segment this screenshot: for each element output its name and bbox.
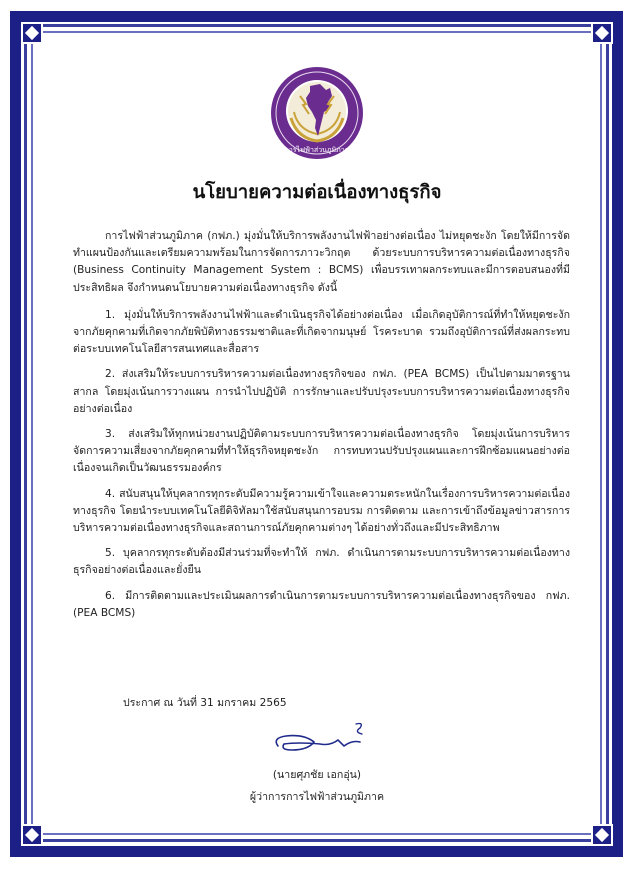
policy-item-3: 3. ส่งเสริมให้ทุกหน่วยงานปฏิบัติตามระบบการบริหารความต่อเนื่องทางธุรกิจ โดยมุ่งเน้นการบริหารจัดการความเสี่ยงจากภัยคุกคามที่ทำให้ธุรกิจหยุดชะงัก การทบทวนปรับปรุงแผนและการฝึกซ้อมแผนอย่างต่อเนื่องจนเกิดเป็นวัฒนธรรมองค์กร [73,428,570,475]
document-title: นโยบายความต่อเนื่องทางธุรกิจ [192,182,442,203]
logo-text: การไฟฟ้าส่วนภูมิภาค [284,146,350,154]
signer-name: (นายศุภชัย เอกอุ่น) [272,769,362,781]
policy-item-4: 4. สนับสนุนให้บุคลากรทุกระดับมีความรู้ความเข้าใจและความตระหนักในเรื่องการบริหารความต่อเนื่องทางธุรกิจ โดยนำระบบเทคโนโลยีดิจิทัลมาใช้สนับสนุนการอบรม การติดตาม และการเข้าถึงข้อมูลข่าวสารการบริหารความต่อเนื่องทางธุรกิจและสถานการณ์ภัยคุกคามต่างๆ ได้อย่างทั่วถึงและมีประสิทธิภาพ [73,487,570,535]
announcement-date: ประกาศ ณ วันที่ 31 มกราคม 2565 [123,697,287,709]
policy-item-2: 2. ส่งเสริมให้ระบบการบริหารความต่อเนื่องทางธุรกิจของ กฟภ. (PEA BCMS) เป็นไปตามมาตรฐานสากล โดยมุ่งเน้นการวางแผน การนำไปปฏิบัติ การรักษาและปรับปรุงระบบการบริหารความต่อเนื่องทางธุรกิจอย่างต่อเนื่อง [73,368,570,415]
corner-ornament-top-left [21,22,43,44]
corner-ornament-bottom-left [21,824,43,846]
intro-paragraph: การไฟฟ้าส่วนภูมิภาค (กฟภ.) มุ่งมั่นให้บริการพลังงานไฟฟ้าอย่างต่อเนื่อง ไม่หยุดชะงัก โดยให้มีการจัดทำแผนป้องกันและเตรียมความพร้อมในการจัดการภาวะวิกฤต ด้วยระบบการบริหารความต่อเนื่องทางธุรกิจ (Business Continuity Management System : BCMS) เพื่อบรรเทาผลกระทบและมีการตอบสนองที่มีประสิทธิผล จึงกำหนดนโยบายความต่อเนื่องทางธุรกิจ ดังนี้ [73,230,570,294]
signer-title: ผู้ว่าการการไฟฟ้าส่วนภูมิภาค [249,791,385,803]
handwritten-signature [268,716,378,762]
pea-logo-seal [270,66,364,160]
document-body [73,228,570,630]
policy-item-1: 1. มุ่งมั่นให้บริการพลังงานไฟฟ้าและดำเนินธุรกิจได้อย่างต่อเนื่อง เมื่อเกิดอุบัติการณ์ที่ทำให้หยุดชะงักจากภัยคุกคามที่เกิดจากภัยพิบัติทางธรรมชาติและที่เกิดจากมนุษย์ โรคระบาด รวมถึงอุบัติการณ์ที่ส่งผลกระทบต่อระบบเทคโนโลยีสารสนเทศและสื่อสาร [73,308,570,356]
corner-ornament-top-right [591,22,613,44]
policy-item-6: 6. มีการติดตามและประเมินผลการดำเนินการตามระบบการบริหารความต่อเนื่องทางธุรกิจของ กฟภ. (PEA BCMS) [73,589,570,619]
corner-ornament-bottom-right [591,824,613,846]
policy-item-5: 5. บุคลากรทุกระดับต้องมีส่วนร่วมที่จะทำให้ กฟภ. ดำเนินการตามระบบการบริหารความต่อเนื่องทางธุรกิจอย่างต่อเนื่องและยั่งยืน [73,547,570,577]
